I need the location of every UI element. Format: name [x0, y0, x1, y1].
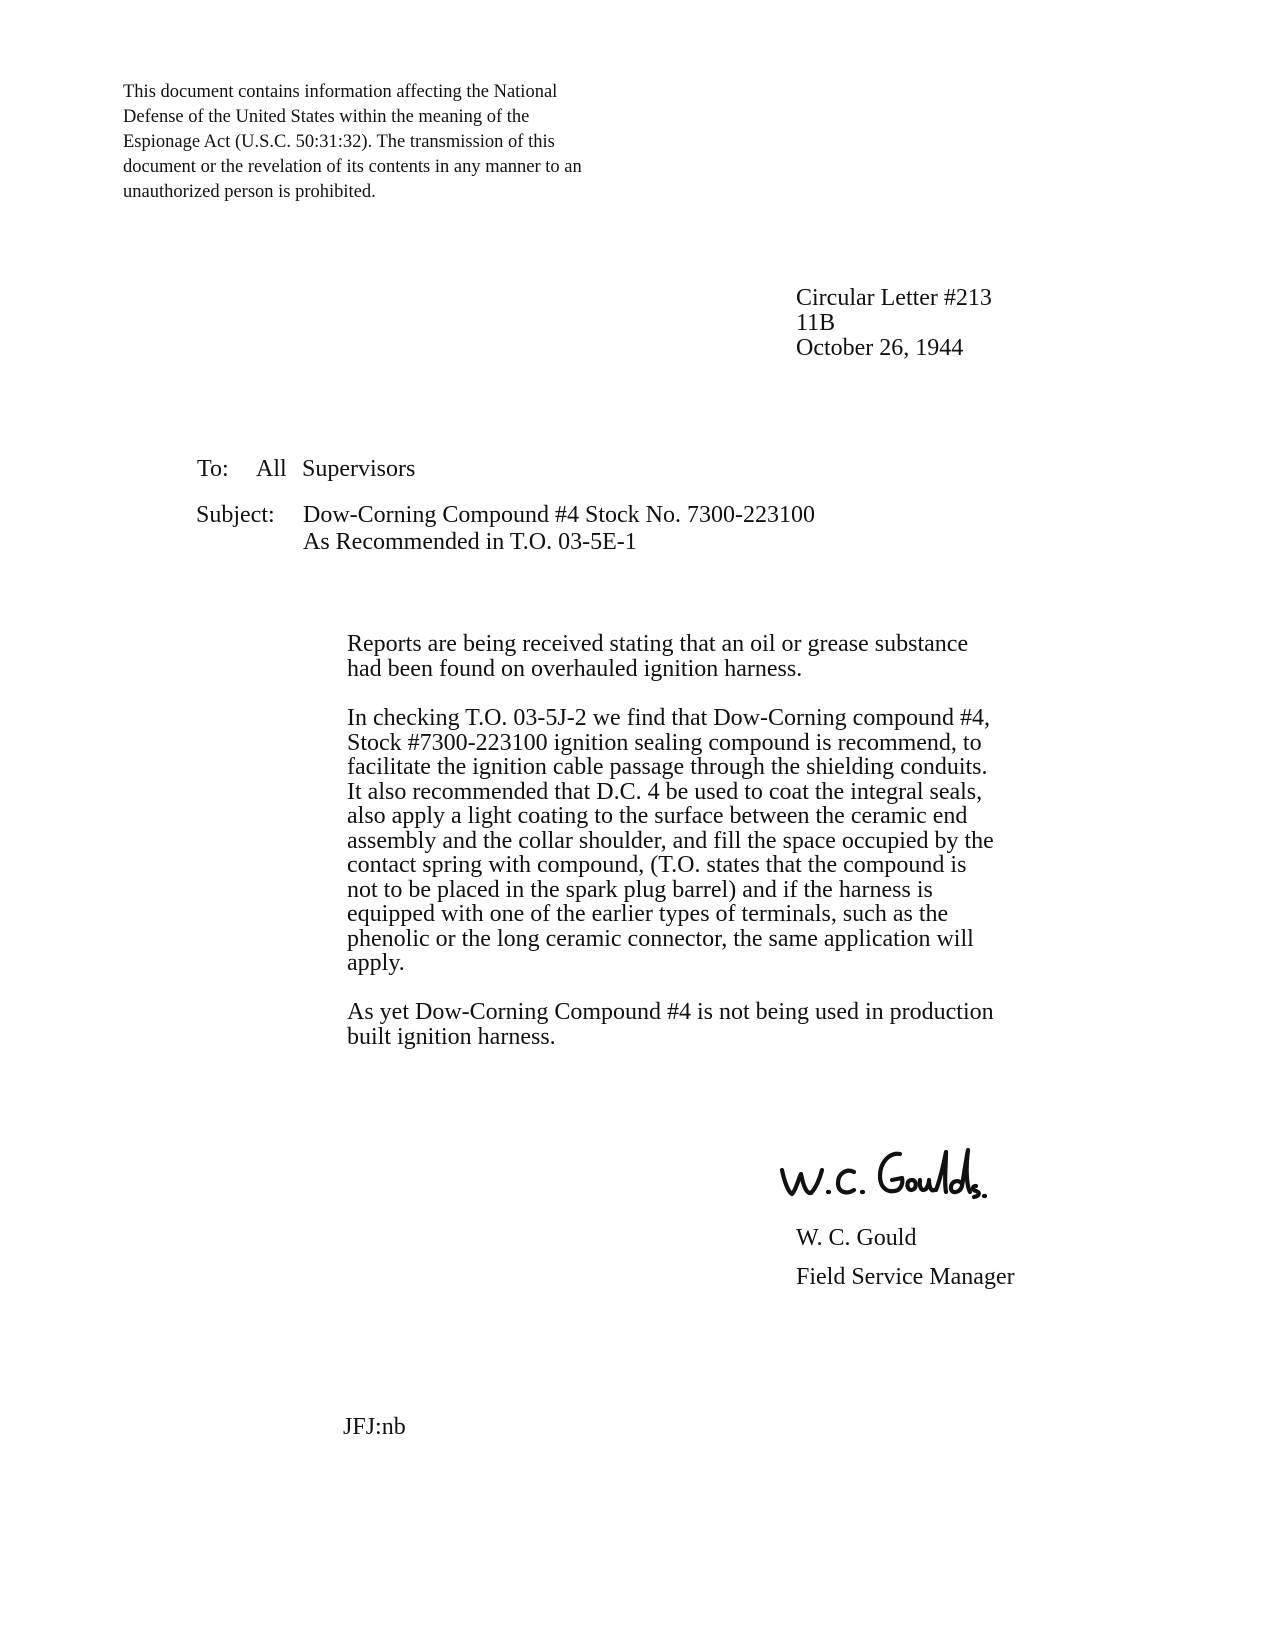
handwritten-signature	[776, 1140, 1006, 1210]
body-line: In checking T.O. 03-5J-2 we find that Dow-Corning compound #4,	[347, 705, 990, 731]
body-line: As yet Dow-Corning Compound #4 is not being used in production	[347, 999, 994, 1025]
body-line: It also recommended that D.C. 4 be used to coat the integral seals,	[347, 778, 983, 805]
to-all: All	[256, 456, 287, 482]
body-line: not to be placed in the spark plug barrel) and if the harness is	[347, 876, 933, 903]
body-paragraph-3	[347, 1000, 994, 1049]
subject-line: Dow-Corning Compound #4 Stock No. 7300-223100	[303, 502, 815, 528]
body-line: facilitate the ignition cable passage through the shielding conduits.	[347, 754, 988, 780]
body-line: had been found on overhauled ignition harness.	[347, 655, 803, 682]
letter-date: October 26, 1944	[796, 335, 964, 361]
notice-line: This document contains information affecting the National	[123, 82, 558, 102]
letter-code: 11B	[796, 310, 836, 336]
body-line: equipped with one of the earlier types of terminals, such as the	[347, 901, 949, 927]
body-paragraph-2	[347, 706, 994, 976]
body-line: apply.	[347, 950, 405, 976]
security-notice	[123, 80, 683, 205]
notice-line: Defense of the United States within the meaning of the	[123, 107, 530, 127]
subject-text	[303, 502, 815, 556]
notice-line: Espionage Act (U.S.C. 50:31:32). The transmission of this	[123, 132, 555, 152]
body-line: Stock #7300-223100 ignition sealing compound is recommend, to	[347, 729, 982, 756]
notice-line: document or the revelation of its contents in any manner to an	[123, 157, 582, 177]
body-line: built ignition harness.	[347, 1023, 556, 1050]
subject-line: As Recommended in T.O. 03-5E-1	[303, 529, 637, 555]
circular-number: Circular Letter #213	[796, 285, 992, 311]
signatory-title: Field Service Manager	[796, 1264, 1015, 1290]
body-line: Reports are being received stating that an oil or grease substance	[347, 631, 969, 657]
letter-header	[796, 286, 992, 361]
to-recipients: Supervisors	[302, 456, 416, 482]
body-paragraph-1	[347, 632, 968, 681]
notice-line: unauthorized person is prohibited.	[123, 182, 376, 202]
reference-initials: JFJ:nb	[343, 1414, 406, 1440]
body-line: contact spring with compound, (T.O. states that the compound is	[347, 852, 967, 878]
body-line: assembly and the collar shoulder, and fill the space occupied by the	[347, 827, 994, 854]
signatory-name: W. C. Gould	[796, 1225, 917, 1251]
to-label: To:	[197, 456, 229, 482]
body-line: also apply a light coating to the surface between the ceramic end	[347, 803, 968, 829]
subject-label: Subject:	[196, 502, 275, 528]
body-line: phenolic or the long ceramic connector, the same application will	[347, 925, 974, 952]
